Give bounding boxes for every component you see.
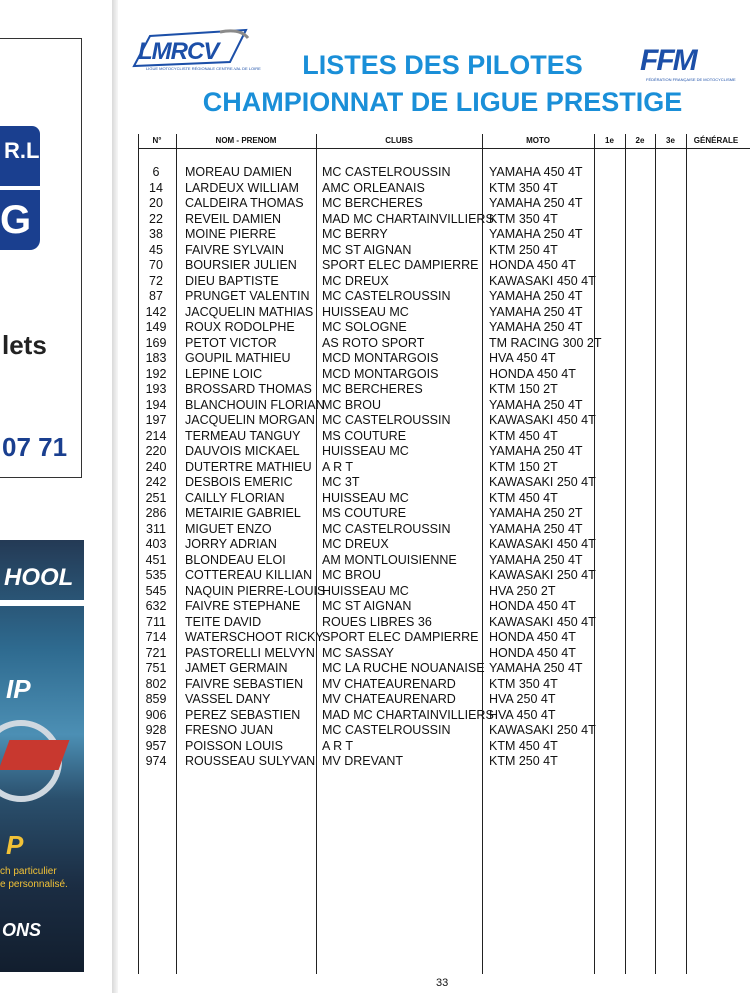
rider-club: MC CASTELROUSSIN [322, 521, 451, 536]
rider-number: 859 [145, 692, 167, 706]
rider-number: 802 [145, 676, 167, 691]
rider-club: MV DREVANT [322, 754, 404, 768]
rider-club: MCD MONTARGOIS [322, 351, 439, 365]
rider-name: WATERSCHOOT RICKY [185, 630, 324, 644]
rider-club: MAD MC CHARTAINVILLIERS [322, 211, 494, 226]
rider-moto: HONDA 450 4T [489, 366, 576, 381]
table-rule [655, 134, 656, 974]
rider-club: SPORT ELEC DAMPIERRE [322, 258, 479, 272]
rider-number: 87 [149, 289, 163, 303]
rider-club: MC ST AIGNAN [322, 242, 412, 257]
table-rule [625, 134, 626, 974]
rider-moto: HVA 450 4T [489, 707, 556, 722]
rider-club: MCD MONTARGOIS [322, 366, 439, 381]
rider-moto: YAMAHA 250 4T [489, 304, 583, 319]
rider-name: PASTORELLI MELVYN [185, 645, 315, 660]
rider-name: MOREAU DAMIEN [185, 165, 292, 179]
rider-moto: KTM 450 4T [489, 738, 558, 753]
rider-club: HUISSEAU MC [322, 304, 409, 319]
col-header-name: NOM - PRENOM [215, 136, 277, 145]
col-header-overall: GÉNÉRALE [693, 136, 739, 145]
rider-number: 711 [146, 614, 166, 629]
rider-number: 22 [149, 211, 163, 226]
rider-club: AS ROTO SPORT [322, 335, 425, 350]
rider-name: CAILLY FLORIAN [185, 490, 285, 505]
rider-club: MS COUTURE [322, 428, 407, 443]
advert-footer: ONS [2, 920, 42, 940]
lmrcv-logo-subtitle: LIGUE MOTOCYCLISTE RÉGIONALE CENTRE-VAL DE LOIRE [146, 66, 261, 71]
rider-moto: KAWASAKI 450 4T [489, 273, 596, 288]
rider-number: 242 [145, 475, 167, 489]
rider-number: 906 [145, 707, 167, 722]
rider-club: MC CASTELROUSSIN [322, 413, 451, 427]
col-header-moto: MOTO [526, 136, 550, 145]
rider-club: MC SOLOGNE [322, 320, 407, 334]
left-page-advert [0, 540, 84, 972]
advert-bar [0, 600, 84, 606]
rider-club: MC ST AIGNAN [322, 599, 412, 613]
rider-club: HUISSEAU MC [322, 490, 409, 505]
rider-name: MIGUET ENZO [185, 521, 272, 536]
rider-moto: KTM 350 4T [489, 211, 558, 226]
col-header-number: N° [152, 136, 162, 145]
rider-club: MC BROU [322, 568, 382, 582]
rider-club: MAD MC CHARTAINVILLIERS [322, 707, 494, 722]
rider-club: MS COUTURE [322, 506, 407, 520]
rider-moto: YAMAHA 250 4T [489, 521, 583, 536]
rider-name: PEREZ SEBASTIEN [185, 707, 301, 722]
rider-number: 192 [145, 366, 167, 381]
rider-moto: KTM 450 4T [489, 428, 558, 443]
rider-number: 721 [145, 645, 167, 660]
rider-moto: KAWASAKI 450 4T [489, 614, 596, 629]
rider-club: A R T [322, 459, 354, 474]
rider-number: 72 [149, 273, 163, 288]
advert-heading: IP [6, 674, 31, 704]
rider-moto: KAWASAKI 250 4T [489, 723, 596, 737]
rider-club: MV CHATEAURENARD [322, 676, 456, 691]
rider-number: 214 [145, 428, 167, 443]
table-rule [686, 134, 687, 974]
advert-bike-graphic [0, 740, 69, 770]
rider-moto: TM RACING 300 2T [489, 335, 602, 350]
rider-moto: KAWASAKI 450 4T [489, 537, 596, 551]
rider-name: REVEIL DAMIEN [185, 211, 282, 226]
col-header-race-2: 2e [635, 136, 645, 145]
rider-name: VASSEL DANY [185, 692, 271, 706]
rider-moto: HVA 250 4T [489, 692, 556, 706]
rider-number: 45 [149, 242, 163, 257]
rider-moto: HONDA 450 4T [489, 630, 576, 644]
rider-moto: YAMAHA 250 4T [489, 397, 583, 412]
table-rule [594, 134, 595, 974]
rider-number: 957 [145, 738, 167, 753]
rider-club: HUISSEAU MC [322, 583, 409, 598]
rider-moto: KAWASAKI 450 4T [489, 413, 596, 427]
rider-moto: HONDA 450 4T [489, 258, 576, 272]
left-page-word: lets [2, 330, 47, 360]
rider-name: PETOT VICTOR [185, 335, 277, 350]
advert-slogan: P [6, 830, 24, 860]
rider-number: 240 [145, 459, 167, 474]
rider-club: MC CASTELROUSSIN [322, 165, 451, 179]
left-page-logo-top: R.L [0, 126, 40, 186]
riders-table [138, 134, 750, 974]
rider-moto: KTM 450 4T [489, 490, 558, 505]
ffm-logo-text: FFM [640, 44, 696, 77]
lmrcv-logo-text: LMRCV [138, 38, 219, 65]
rider-name: TERMEAU TANGUY [185, 428, 301, 443]
rider-name: BLONDEAU ELOI [185, 552, 286, 567]
rider-name: DUTERTRE MATHIEU [185, 459, 312, 474]
rider-name: METAIRIE GABRIEL [185, 506, 301, 520]
left-page-strip [0, 0, 112, 993]
table-rule [316, 134, 317, 974]
rider-number: 149 [145, 320, 167, 334]
rider-name: JACQUELIN MORGAN [185, 413, 315, 427]
rider-moto: KTM 350 4T [489, 180, 558, 195]
rider-name: FRESNO JUAN [185, 723, 274, 737]
rider-number: 714 [145, 630, 167, 644]
rider-club: AM MONTLOUISIENNE [322, 552, 457, 567]
page-title: LISTES DES PILOTES [302, 50, 583, 80]
rider-club: ROUES LIBRES 36 [322, 614, 432, 629]
rider-number: 535 [145, 568, 167, 582]
advert-title: HOOL [4, 564, 74, 591]
rider-name: DESBOIS EMERIC [185, 475, 293, 489]
rider-club: MC BROU [322, 397, 382, 412]
rider-name: GOUPIL MATHIEU [185, 351, 291, 365]
rider-name: TEITE DAVID [185, 614, 262, 629]
rider-club: MC DREUX [322, 537, 389, 551]
rider-name: DIEU BAPTISTE [185, 273, 279, 288]
rider-number: 451 [145, 552, 167, 567]
advert-line-1: ch particulier [0, 866, 57, 877]
rider-club: MC BERCHERES [322, 196, 423, 210]
page-number: 33 [436, 977, 449, 989]
rider-number: 545 [145, 583, 167, 598]
rider-moto: HVA 250 2T [489, 583, 556, 598]
rider-moto: YAMAHA 250 4T [489, 552, 583, 567]
rider-number: 38 [149, 227, 163, 241]
left-page-phone: 07 71 [2, 432, 68, 462]
rider-club: MC CASTELROUSSIN [322, 723, 451, 737]
rider-club: AMC ORLEANAIS [322, 180, 425, 195]
rider-moto: KTM 150 2T [489, 459, 558, 474]
rider-club: MC 3T [322, 475, 360, 489]
ffm-logo-subtitle: FÉDÉRATION FRANÇAISE DE MOTOCYCLISME [646, 77, 736, 82]
rider-moto: YAMAHA 250 4T [489, 227, 583, 241]
rider-moto: YAMAHA 450 4T [489, 165, 583, 179]
rider-name: BOURSIER JULIEN [185, 258, 297, 272]
page-subtitle: CHAMPIONNAT DE LIGUE PRESTIGE [202, 87, 683, 117]
rider-name: FAIVRE SYLVAIN [185, 242, 284, 257]
left-page-logo-bottom: G [0, 190, 40, 250]
rider-club: MC BERRY [322, 227, 388, 241]
rider-club: A R T [322, 738, 354, 753]
rider-number: 197 [145, 413, 167, 427]
rider-moto: KTM 250 4T [489, 754, 558, 768]
rider-moto: KTM 350 4T [489, 676, 558, 691]
rider-club: MC DREUX [322, 273, 389, 288]
rider-number: 20 [149, 196, 163, 210]
rider-name: PRUNGET VALENTIN [185, 289, 310, 303]
rider-name: DAUVOIS MICKAEL [185, 444, 300, 458]
rider-name: NAQUIN PIERRE-LOUIS [185, 583, 326, 598]
rider-number: 193 [145, 382, 167, 396]
rider-number: 751 [145, 661, 167, 675]
rider-name: LEPINE LOIC [185, 366, 263, 381]
rider-number: 251 [145, 490, 167, 505]
rider-number: 928 [145, 723, 167, 737]
rider-moto: YAMAHA 250 2T [489, 506, 583, 520]
rider-moto: YAMAHA 250 4T [489, 196, 583, 210]
rider-number: 183 [145, 351, 167, 365]
rider-club: MC CASTELROUSSIN [322, 289, 451, 303]
rider-moto: YAMAHA 250 4T [489, 661, 583, 675]
rider-name: POISSON LOUIS [185, 738, 283, 753]
rider-number: 632 [145, 599, 167, 613]
table-rule [176, 134, 177, 974]
rider-moto: HONDA 450 4T [489, 645, 576, 660]
rider-moto: KAWASAKI 250 4T [489, 475, 596, 489]
rider-number: 194 [145, 397, 167, 412]
rider-club: HUISSEAU MC [322, 444, 409, 458]
rider-number: 142 [145, 304, 167, 319]
rider-moto: KAWASAKI 250 4T [489, 568, 596, 582]
rider-number: 311 [146, 521, 166, 536]
col-header-race-3: 3e [666, 136, 675, 145]
rider-number: 220 [145, 444, 167, 458]
rider-name: ROUSSEAU SULYVAN [185, 754, 316, 768]
rider-number: 14 [149, 180, 163, 195]
rider-moto: YAMAHA 250 4T [489, 444, 583, 458]
rider-moto: YAMAHA 250 4T [489, 320, 583, 334]
rider-moto: KTM 250 4T [489, 242, 558, 257]
rider-name: COTTEREAU KILLIAN [185, 568, 313, 582]
rider-name: LARDEUX WILLIAM [185, 180, 299, 195]
rider-name: FAIVRE STEPHANE [185, 599, 301, 613]
col-header-race-1: 1e [605, 136, 614, 145]
rider-number: 286 [145, 506, 167, 520]
rider-club: MC BERCHERES [322, 382, 423, 396]
rider-club: MV CHATEAURENARD [322, 692, 456, 706]
col-header-club: CLUBS [385, 136, 413, 145]
rider-name: ROUX RODOLPHE [185, 320, 295, 334]
rider-moto: HVA 450 4T [489, 351, 556, 365]
table-rule [482, 134, 483, 974]
rider-moto: KTM 150 2T [489, 382, 558, 396]
advert-line-2: e personnalisé. [0, 879, 68, 890]
rider-name: BLANCHOUIN FLORIAN [185, 397, 325, 412]
rider-number: 6 [152, 165, 160, 179]
rider-name: MOINE PIERRE [185, 227, 276, 241]
rider-number: 403 [145, 537, 167, 551]
rider-name: BROSSARD THOMAS [185, 382, 312, 396]
rider-number: 70 [149, 258, 163, 272]
header-rule [138, 148, 750, 149]
rider-club: MC LA RUCHE NOUANAISE [322, 661, 485, 675]
rider-moto: YAMAHA 250 4T [489, 289, 583, 303]
rider-moto: HONDA 450 4T [489, 599, 576, 613]
rider-name: JAMET GERMAIN [185, 661, 288, 675]
rider-number: 169 [145, 335, 167, 350]
rider-number: 974 [145, 754, 167, 768]
rider-name: CALDEIRA THOMAS [185, 196, 304, 210]
page-fold [112, 0, 118, 993]
rider-club: MC SASSAY [322, 645, 395, 660]
rider-name: JORRY ADRIAN [185, 537, 277, 551]
rider-name: JACQUELIN MATHIAS [185, 304, 314, 319]
rider-club: SPORT ELEC DAMPIERRE [322, 630, 479, 644]
rider-name: FAIVRE SEBASTIEN [185, 676, 304, 691]
